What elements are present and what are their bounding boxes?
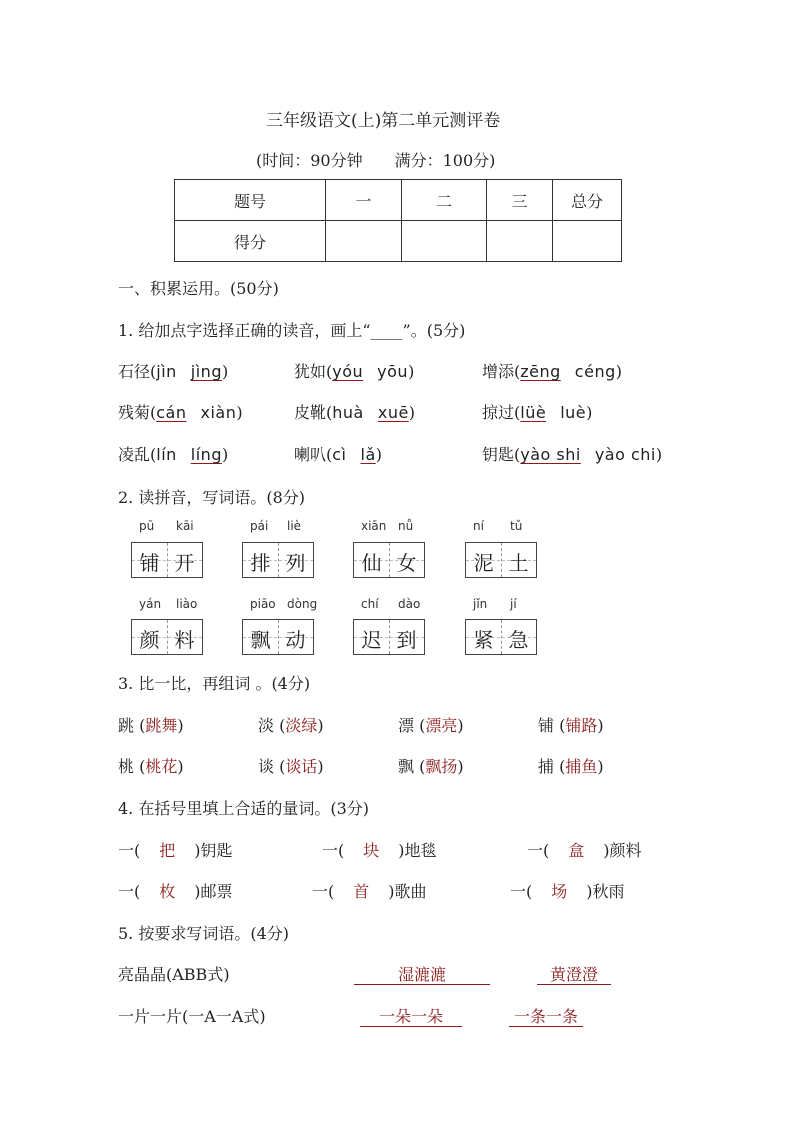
pinyin-label: yán — [139, 597, 162, 611]
answer-char: 开 — [174, 551, 195, 575]
answer-char: 迟 — [361, 628, 382, 652]
pinyin-label: kāi — [176, 519, 194, 533]
pinyin-option[interactable]: zēng — [520, 362, 561, 381]
pinyin-choice-item — [118, 359, 228, 382]
measure-prefix: 一( — [118, 882, 141, 901]
choice-close: ) — [408, 362, 415, 381]
pinyin-option[interactable]: céng — [574, 362, 616, 381]
base-char: 铺 — [538, 716, 555, 735]
compare-item: 飘 (飘扬) — [398, 757, 464, 776]
pinyin-choice-item — [294, 400, 415, 423]
table-cell[interactable] — [487, 221, 553, 262]
tianzige-box[interactable] — [131, 619, 203, 655]
choice-close: ) — [221, 445, 229, 464]
choice-close: ) — [221, 362, 229, 381]
measure-item — [322, 838, 437, 861]
tianzige-box[interactable] — [353, 542, 425, 578]
answer-measure-word[interactable]: 首 — [353, 882, 370, 901]
measure-prefix: 一( — [322, 841, 345, 860]
measure-noun: )秋雨 — [586, 882, 625, 901]
question-2-prompt: 2. 读拼音，写词语。(8分) — [118, 488, 306, 507]
answer-char: 动 — [285, 628, 306, 652]
compare-item: 跳 (跳舞) — [118, 716, 184, 735]
word-form-label: 亮晶晶(ABB式) — [118, 965, 230, 984]
pinyin-label: pái — [250, 519, 269, 533]
base-char: 捕 — [538, 757, 555, 776]
answer-word[interactable]: 捕鱼 — [565, 757, 598, 776]
pinyin-label: liè — [287, 519, 302, 533]
answer-measure-word[interactable]: 块 — [363, 841, 380, 860]
choice-close: ) — [236, 403, 243, 422]
choice-word: 钥匙( — [482, 445, 521, 464]
pinyin-choice-item — [118, 442, 228, 465]
tianzige-box[interactable] — [465, 619, 537, 655]
answer-word[interactable]: 跳舞 — [145, 716, 178, 735]
compare-item: 捕 (捕鱼) — [538, 757, 604, 776]
pinyin-label: dòng — [287, 597, 318, 611]
page-subtitle: (时间：90分钟 满分：100分) — [256, 151, 496, 170]
tianzige-box[interactable] — [242, 542, 314, 578]
tianzige-box[interactable] — [242, 619, 314, 655]
pinyin-option[interactable]: yōu — [377, 362, 409, 381]
choice-close: ) — [375, 445, 382, 464]
measure-item — [312, 879, 427, 902]
pinyin-choice-item — [294, 442, 382, 465]
pinyin-label: jǐn — [473, 597, 488, 611]
base-char: 桃 — [118, 757, 135, 776]
pinyin-label: xiān — [361, 519, 387, 533]
answer-char: 女 — [396, 551, 417, 575]
pinyin-option[interactable]: yào shi — [520, 445, 581, 464]
choice-word: 凌乱( — [118, 445, 157, 464]
pinyin-label: nǚ — [398, 519, 414, 533]
pinyin-option[interactable]: líng — [190, 445, 222, 464]
compare-item: 桃 (桃花) — [118, 757, 184, 776]
answer-measure-word[interactable]: 枚 — [159, 882, 176, 901]
base-char: 谈 — [258, 757, 275, 776]
pinyin-label: pū — [139, 519, 155, 533]
table-cell: 得分 — [175, 221, 326, 262]
table-cell: 三 — [487, 180, 553, 221]
pinyin-label: chí — [361, 597, 379, 611]
answer-measure-word[interactable]: 场 — [551, 882, 568, 901]
pinyin-option[interactable]: xuē — [377, 403, 409, 422]
answer-char: 列 — [285, 551, 306, 575]
measure-noun: )颜料 — [603, 841, 642, 860]
section-heading: 一、积累运用。(50分) — [118, 279, 279, 298]
compare-item: 漂 (漂亮) — [398, 716, 464, 735]
table-cell: 总分 — [553, 180, 622, 221]
question-1-prompt: 1. 给加点字选择正确的读音，画上“____”。(5分) — [118, 321, 466, 340]
pinyin-option[interactable]: cán — [156, 403, 187, 422]
answer-word[interactable]: 飘扬 — [425, 757, 458, 776]
answer-char: 紧 — [473, 628, 494, 652]
tianzige-box[interactable] — [131, 542, 203, 578]
answer-char: 土 — [508, 551, 529, 575]
choice-close: ) — [655, 445, 663, 464]
measure-prefix: 一( — [527, 841, 550, 860]
choice-close: ) — [586, 403, 593, 422]
pinyin-choice-item — [118, 400, 243, 423]
answer-measure-word[interactable]: 盒 — [568, 841, 585, 860]
measure-prefix: 一( — [510, 882, 533, 901]
measure-item — [510, 879, 625, 902]
table-cell: 二 — [402, 180, 487, 221]
choice-close: ) — [615, 362, 622, 381]
question-3-prompt: 3. 比一比，再组词 。(4分) — [118, 674, 311, 693]
measure-noun: )地毯 — [398, 841, 437, 860]
measure-item — [118, 879, 233, 902]
question-4-prompt: 4. 在括号里填上合适的量词。(3分) — [118, 799, 370, 818]
choice-word: 石径( — [118, 362, 157, 381]
answer-blank[interactable]: 湿漉漉 — [354, 962, 490, 985]
choice-word: 增添( — [482, 362, 521, 381]
choice-word: 掠过( — [482, 403, 521, 422]
answer-char: 仙 — [361, 551, 382, 575]
pinyin-option[interactable]: huà — [332, 403, 364, 422]
answer-char: 到 — [396, 628, 417, 652]
pinyin-option[interactable]: xiàn — [200, 403, 237, 422]
measure-item — [527, 838, 642, 861]
word-form-label: 一片一片(一A一A式) — [118, 1007, 266, 1026]
compare-item: 谈 (谈话) — [258, 757, 324, 776]
tianzige-box[interactable] — [465, 542, 537, 578]
answer-char: 急 — [508, 628, 529, 652]
base-char: 淡 — [258, 716, 275, 735]
pinyin-label: liào — [176, 597, 198, 611]
pinyin-choice-item — [294, 359, 414, 382]
base-char: 跳 — [118, 716, 135, 735]
answer-char: 料 — [174, 628, 195, 652]
measure-prefix: 一( — [118, 841, 141, 860]
pinyin-option[interactable]: luè — [560, 403, 587, 422]
answer-blank[interactable]: 一条一条 — [509, 1004, 583, 1027]
pinyin-choice-item — [482, 359, 622, 382]
answer-char: 排 — [250, 551, 271, 575]
measure-noun: )邮票 — [194, 882, 233, 901]
base-char: 飘 — [398, 757, 415, 776]
pinyin-label: piāo — [250, 597, 276, 611]
pinyin-option[interactable]: lín — [156, 445, 177, 464]
pinyin-option[interactable]: lǎ — [360, 445, 376, 464]
table-cell[interactable] — [402, 221, 487, 262]
measure-noun: )钥匙 — [194, 841, 233, 860]
table-row — [175, 221, 622, 262]
measure-noun: )歌曲 — [388, 882, 427, 901]
score-table — [174, 179, 622, 262]
answer-char: 泥 — [473, 551, 494, 575]
choice-word: 残菊( — [118, 403, 157, 422]
answer-word[interactable]: 漂亮 — [425, 716, 458, 735]
measure-prefix: 一( — [312, 882, 335, 901]
answer-blank[interactable]: 黄澄澄 — [537, 962, 611, 985]
answer-blank[interactable]: 一朵一朵 — [360, 1004, 462, 1027]
pinyin-choice-item — [482, 400, 592, 423]
compare-item: 淡 (淡绿) — [258, 716, 324, 735]
answer-word[interactable]: 桃花 — [145, 757, 178, 776]
answer-word[interactable]: 淡绿 — [285, 716, 318, 735]
tianzige-box[interactable] — [353, 619, 425, 655]
choice-word: 犹如( — [294, 362, 333, 381]
measure-item — [118, 838, 233, 861]
question-5-prompt: 5. 按要求写词语。(4分) — [118, 924, 290, 943]
pinyin-choice-item — [482, 442, 662, 465]
table-cell: 一 — [326, 180, 402, 221]
pinyin-label: ní — [473, 519, 484, 533]
choice-close: ) — [408, 403, 416, 422]
table-row — [175, 180, 622, 221]
page-title: 三年级语文(上)第二单元测评卷 — [266, 111, 501, 131]
pinyin-option[interactable]: yóu — [332, 362, 364, 381]
pinyin-option[interactable]: yào chi — [594, 445, 656, 464]
answer-word[interactable]: 铺路 — [565, 716, 598, 735]
table-cell[interactable] — [553, 221, 622, 262]
answer-char: 铺 — [139, 551, 160, 575]
base-char: 漂 — [398, 716, 415, 735]
pinyin-option[interactable]: jìn — [156, 362, 177, 381]
compare-item: 铺 (铺路) — [538, 716, 604, 735]
pinyin-label: dào — [398, 597, 421, 611]
choice-word: 皮靴( — [294, 403, 333, 422]
answer-char: 飘 — [250, 628, 271, 652]
table-cell: 题号 — [175, 180, 326, 221]
pinyin-label: jí — [510, 597, 517, 611]
pinyin-label: tǔ — [510, 519, 523, 533]
answer-word[interactable]: 谈话 — [285, 757, 318, 776]
pinyin-option[interactable]: jìng — [190, 362, 222, 381]
table-cell[interactable] — [326, 221, 402, 262]
choice-word: 喇叭( — [294, 445, 333, 464]
pinyin-option[interactable]: cì — [332, 445, 347, 464]
pinyin-option[interactable]: lüè — [520, 403, 547, 422]
answer-char: 颜 — [139, 628, 160, 652]
answer-measure-word[interactable]: 把 — [159, 841, 176, 860]
